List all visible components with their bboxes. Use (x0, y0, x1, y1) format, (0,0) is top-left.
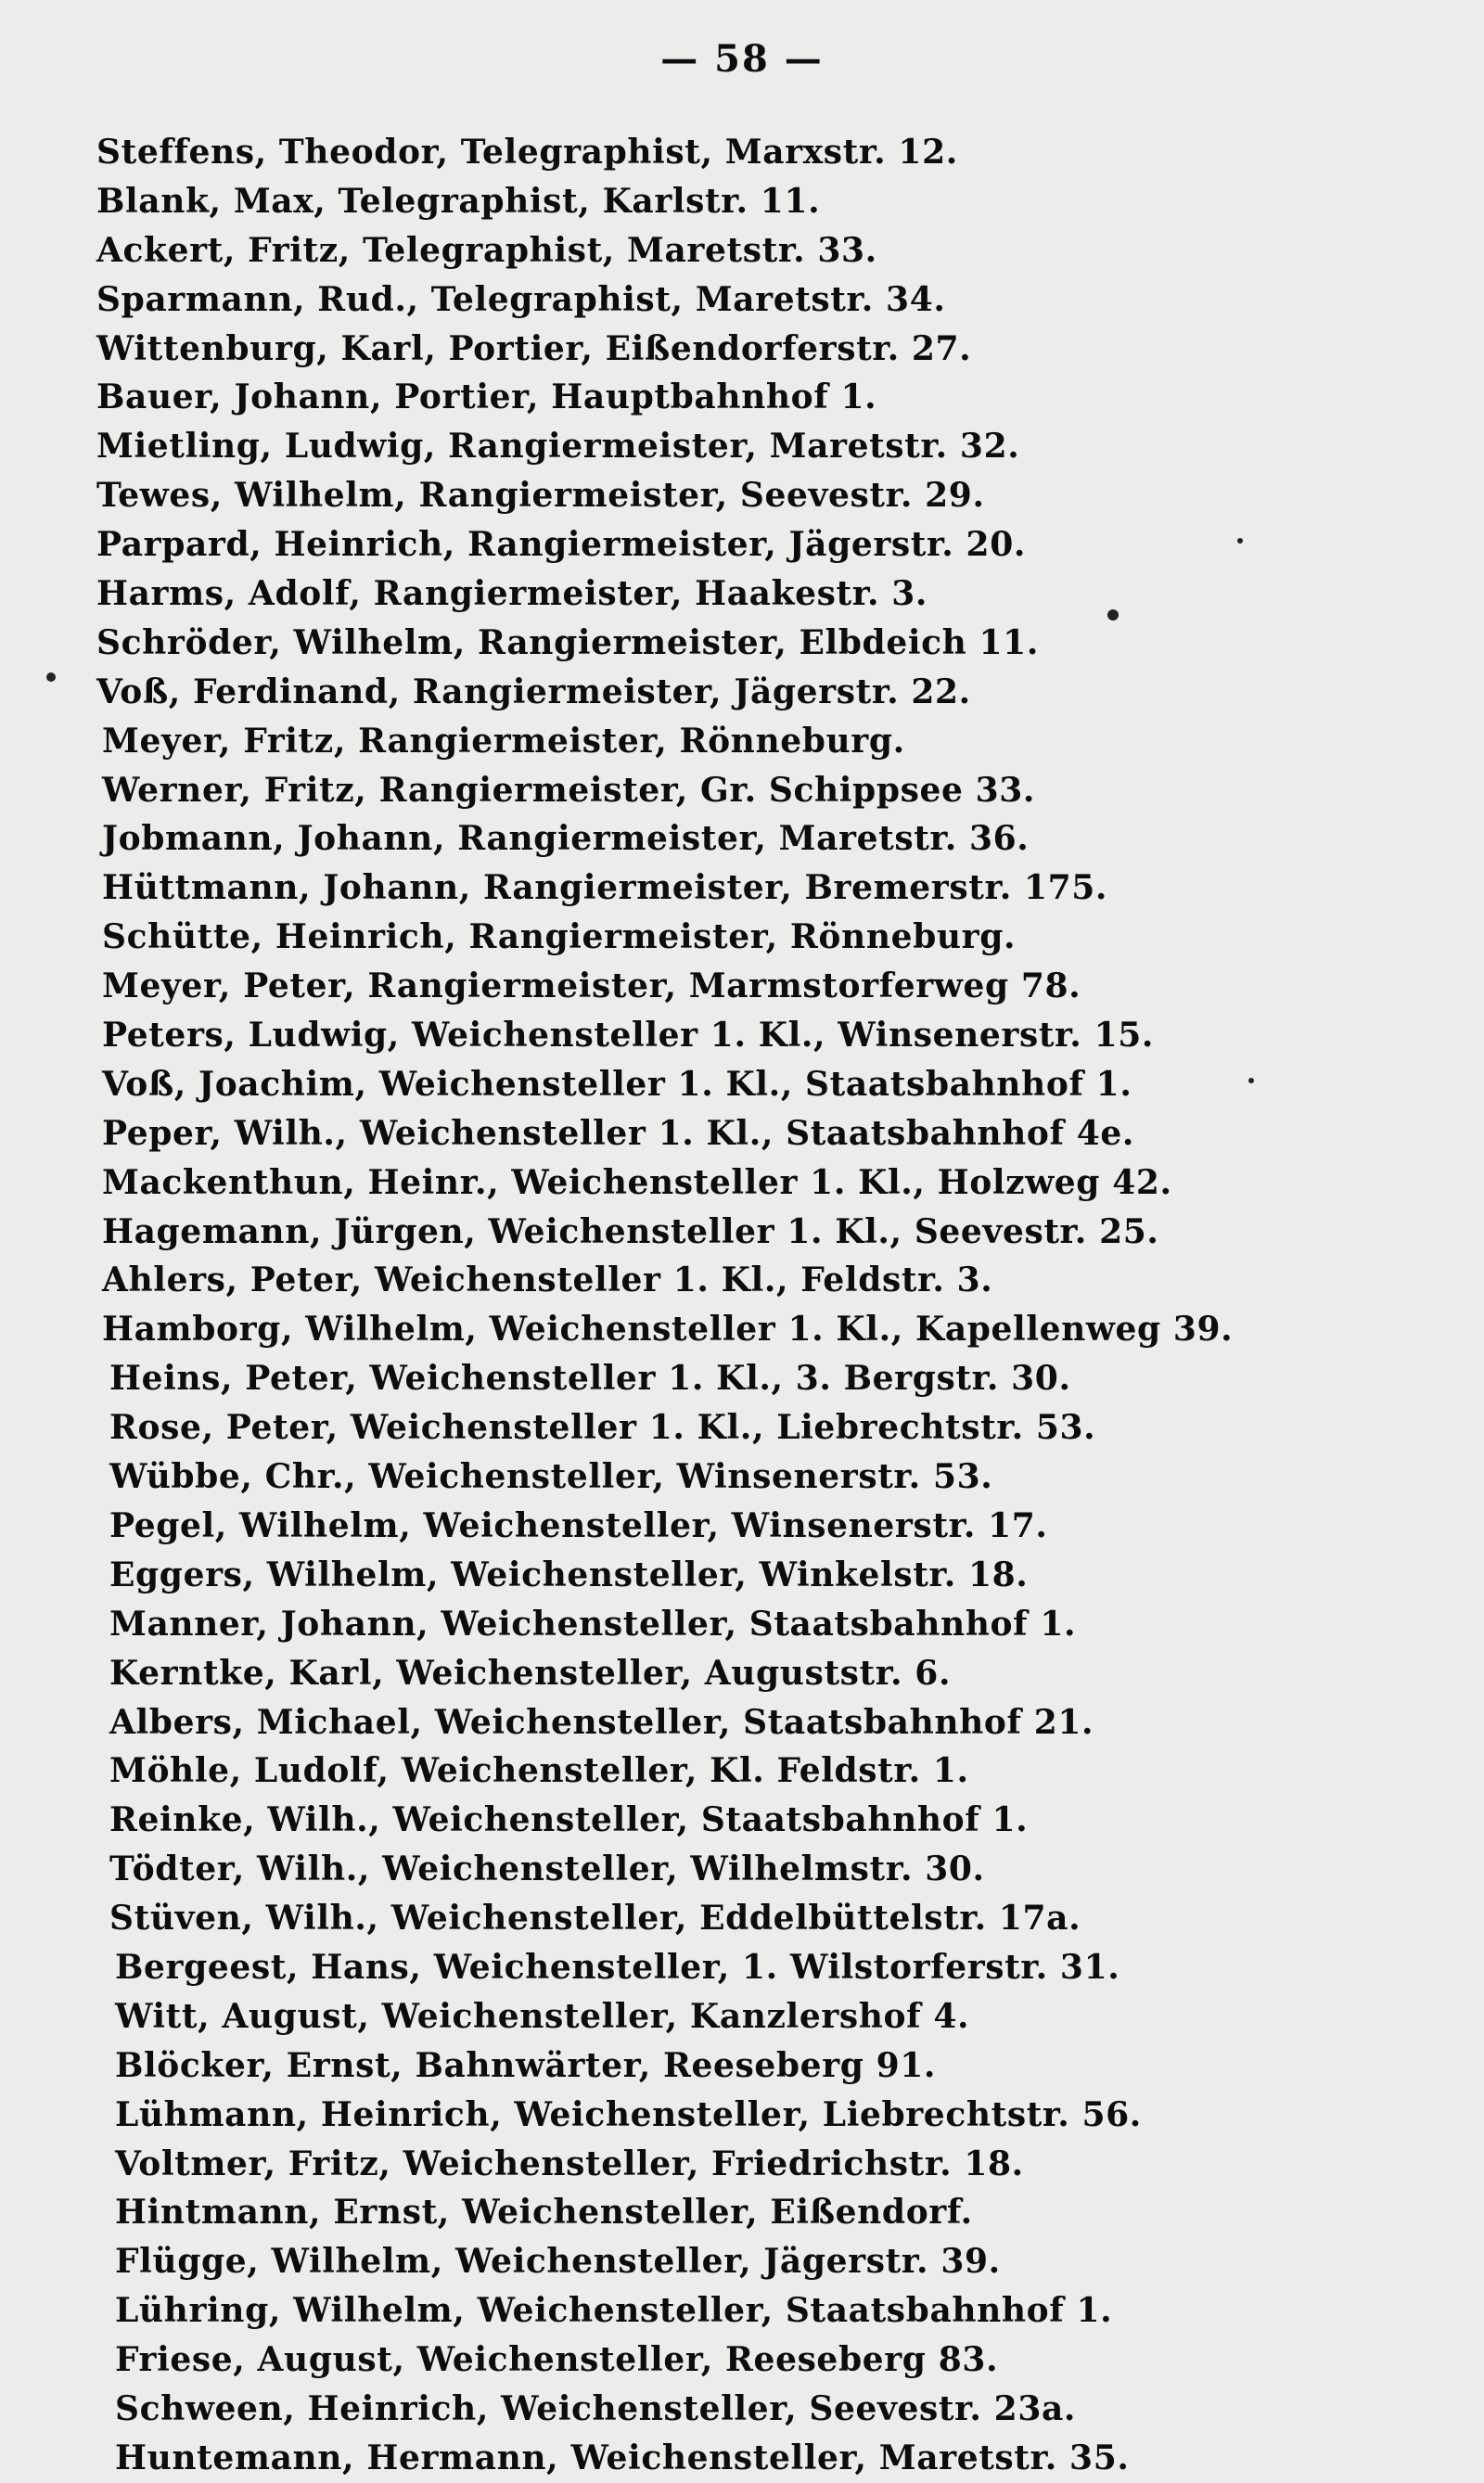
directory-entry: Ahlers, Peter, Weichensteller 1. Kl., Feldstr. 3. (102, 1261, 993, 1300)
directory-entry: Wittenburg, Karl, Portier, Eißendorferstr. 27. (96, 328, 972, 368)
directory-entry: Parpard, Heinrich, Rangiermeister, Jägerstr. 20. (96, 525, 1026, 565)
directory-entry: Huntemann, Hermann, Weichensteller, Maretstr. 35. (115, 2438, 1130, 2477)
directory-entry: Peper, Wilh., Weichensteller 1. Kl., Staatsbahnhof 4e. (102, 1113, 1135, 1153)
directory-entry: Stüven, Wilh., Weichensteller, Eddelbüttelstr. 17a. (109, 1899, 1081, 1939)
directory-entry: Hüttmann, Johann, Rangiermeister, Bremerstr. 175. (102, 868, 1108, 908)
directory-entry-list (96, 128, 1432, 2483)
directory-entry: Ackert, Fritz, Telegraphist, Maretstr. 33. (96, 230, 877, 270)
directory-entry: Voß, Ferdinand, Rangiermeister, Jägerstr. 22. (96, 672, 971, 711)
directory-entry: Tödter, Wilh., Weichensteller, Wilhelmstr. 30. (109, 1849, 985, 1889)
directory-entry: Hamborg, Wilhelm, Weichensteller 1. Kl., Kapellenweg 39. (102, 1310, 1234, 1350)
print-speck (1248, 1078, 1254, 1083)
directory-entry: Witt, August, Weichensteller, Kanzlershof 4. (115, 1996, 970, 2036)
directory-entry: Voltmer, Fritz, Weichensteller, Friedrichstr. 18. (115, 2144, 1024, 2183)
directory-entry: Tewes, Wilhelm, Rangiermeister, Seevestr. 29. (96, 476, 985, 516)
directory-entry: Hagemann, Jürgen, Weichensteller 1. Kl., Seevestr. 25. (102, 1211, 1159, 1251)
directory-entry: Schween, Heinrich, Weichensteller, Seevestr. 23a. (115, 2388, 1077, 2428)
directory-entry: Schröder, Wilhelm, Rangiermeister, Elbdeich 11. (96, 622, 1039, 662)
directory-entry: Peters, Ludwig, Weichensteller 1. Kl., Winsenerstr. 15. (102, 1016, 1155, 1056)
directory-entry: Rose, Peter, Weichensteller 1. Kl., Liebrechtstr. 53. (109, 1408, 1096, 1448)
directory-entry: Friese, August, Weichensteller, Reeseberg 83. (115, 2340, 999, 2380)
directory-entry: Albers, Michael, Weichensteller, Staatsbahnhof 21. (109, 1702, 1094, 1742)
directory-entry: Lühmann, Heinrich, Weichensteller, Liebrechtstr. 56. (115, 2094, 1142, 2134)
directory-entry: Reinke, Wilh., Weichensteller, Staatsbahnhof 1. (109, 1800, 1029, 1840)
print-speck (1107, 609, 1119, 621)
directory-entry: Steffens, Theodor, Telegraphist, Marxstr. 12. (96, 133, 958, 172)
print-speck (1237, 538, 1243, 544)
directory-entry: Voß, Joachim, Weichensteller 1. Kl., Staatsbahnhof 1. (102, 1064, 1132, 1104)
directory-entry: Werner, Fritz, Rangiermeister, Gr. Schippsee 33. (102, 770, 1036, 810)
directory-entry: Wübbe, Chr., Weichensteller, Winsenerstr. 53. (109, 1457, 993, 1497)
directory-entry: Jobmann, Johann, Rangiermeister, Maretstr. 36. (102, 819, 1030, 859)
directory-entry: Flügge, Wilhelm, Weichensteller, Jägerstr. 39. (115, 2242, 1001, 2282)
directory-entry: Bauer, Johann, Portier, Hauptbahnhof 1. (96, 378, 877, 417)
directory-entry: Meyer, Peter, Rangiermeister, Marmstorferweg 78. (102, 966, 1081, 1006)
directory-entry: Kerntke, Karl, Weichensteller, Auguststr. 6. (109, 1653, 952, 1693)
directory-entry: Blöcker, Ernst, Bahnwärter, Reeseberg 91. (115, 2045, 937, 2085)
directory-entry: Meyer, Fritz, Rangiermeister, Rönneburg. (102, 721, 905, 761)
directory-entry: Manner, Johann, Weichensteller, Staatsbahnhof 1. (109, 1604, 1077, 1644)
directory-entry: Sparmann, Rud., Telegraphist, Maretstr. 34. (96, 279, 946, 319)
directory-entry: Heins, Peter, Weichensteller 1. Kl., 3. Bergstr. 30. (109, 1359, 1071, 1399)
page-number: — 58 — (660, 37, 824, 81)
print-speck (46, 672, 56, 682)
directory-entry: Lühring, Wilhelm, Weichensteller, Staatsbahnhof 1. (115, 2291, 1113, 2331)
directory-entry: Blank, Max, Telegraphist, Karlstr. 11. (96, 181, 821, 221)
directory-entry: Mietling, Ludwig, Rangiermeister, Maretstr. 32. (96, 427, 1020, 467)
directory-entry: Möhle, Ludolf, Weichensteller, Kl. Feldstr. 1. (109, 1751, 969, 1791)
directory-entry: Harms, Adolf, Rangiermeister, Haakestr. 3. (96, 574, 928, 614)
directory-entry: Hintmann, Ernst, Weichensteller, Eißendorf. (115, 2193, 973, 2233)
directory-entry: Schütte, Heinrich, Rangiermeister, Rönneburg. (102, 917, 1017, 957)
directory-entry: Pegel, Wilhelm, Weichensteller, Winsenerstr. 17. (109, 1505, 1048, 1545)
directory-entry: Bergeest, Hans, Weichensteller, 1. Wilstorferstr. 31. (115, 1947, 1120, 1987)
directory-entry: Eggers, Wilhelm, Weichensteller, Winkelstr. 18. (109, 1555, 1029, 1594)
directory-entry: Mackenthun, Heinr., Weichensteller 1. Kl., Holzweg 42. (102, 1162, 1172, 1202)
